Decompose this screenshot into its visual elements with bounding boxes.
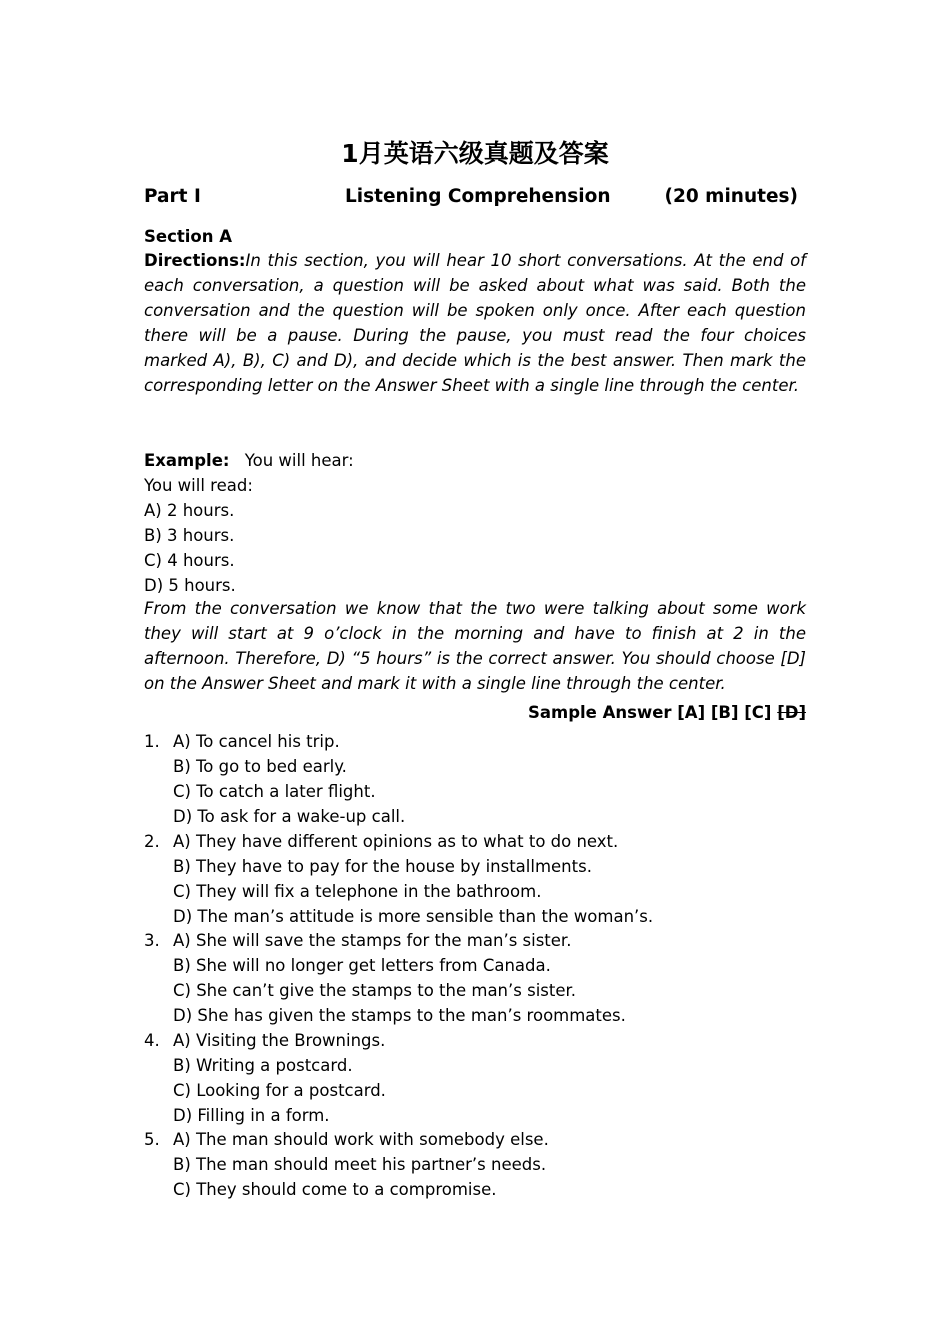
question-number: 5. xyxy=(144,1130,160,1149)
example-option: A) 2 hours. xyxy=(144,501,235,520)
question-number: 4. xyxy=(144,1031,160,1050)
question-number: 2. xyxy=(144,832,160,851)
question-option: B) The man should meet his partner’s needs. xyxy=(173,1155,547,1174)
question-option: C) Looking for a postcard. xyxy=(173,1081,386,1100)
document-title: 1月英语六级真题及答案 xyxy=(341,139,609,168)
sample-answer xyxy=(528,700,806,725)
question-option: C) She can’t give the stamps to the man’s sister. xyxy=(173,981,577,1000)
question-option: C) They will fix a telephone in the bathroom. xyxy=(173,882,542,901)
question-option: B) Writing a postcard. xyxy=(173,1056,353,1075)
question-option: D) The man’s attitude is more sensible than the woman’s. xyxy=(173,907,654,926)
part-heading xyxy=(144,186,806,212)
sample-answer-label: Sample Answer [A] [B] [C] xyxy=(528,703,772,722)
question-option: D) Filling in a form. xyxy=(173,1106,330,1125)
question-option: A) To cancel his trip. xyxy=(173,732,340,751)
example-hear: You will hear: xyxy=(244,451,354,470)
directions-text: In this section, you will hear 10 short conversations. At the end of each conversation, a question will be asked about what was said. Both the conversation and the question will be spoken only once. After each question there will be a pause. During the pause, you must read the four choices marked A), B), C) and D), and decide which is the best answer. Then mark the corresponding letter on the Answer Sheet with a single line through the center. xyxy=(144,251,806,395)
section-heading: Section A xyxy=(144,227,232,246)
part-label: Part I xyxy=(144,186,201,207)
part-time: (20 minutes) xyxy=(664,186,798,207)
question-option: A) The man should work with somebody else. xyxy=(173,1130,549,1149)
directions-paragraph xyxy=(144,249,806,398)
example-option: C) 4 hours. xyxy=(144,551,235,570)
question-option: C) To catch a later flight. xyxy=(173,782,376,801)
question-option: D) She has given the stamps to the man’s roommates. xyxy=(173,1006,626,1025)
question-option: A) She will save the stamps for the man’s sister. xyxy=(173,931,572,950)
question-option: B) She will no longer get letters from Canada. xyxy=(173,956,551,975)
question-number: 3. xyxy=(144,931,160,950)
example-option: D) 5 hours. xyxy=(144,576,236,595)
part-name: Listening Comprehension xyxy=(345,186,611,207)
question-option: B) To go to bed early. xyxy=(173,757,347,776)
example-option: B) 3 hours. xyxy=(144,526,235,545)
example-read: You will read: xyxy=(144,476,253,495)
question-option: D) To ask for a wake-up call. xyxy=(173,807,406,826)
question-option: C) They should come to a compromise. xyxy=(173,1180,497,1199)
example-explanation: From the conversation we know that the two were talking about some work they will start at 9 o’clock in the morning and have to finish at 2 in the afternoon. Therefore, D) “5 hours” is the correct answer. You should choose [D] on the Answer Sheet and mark it with a single line through the center. xyxy=(144,599,806,693)
directions-label: Directions: xyxy=(144,251,246,270)
question-number: 1. xyxy=(144,732,160,751)
question-option: A) They have different opinions as to what to do next. xyxy=(173,832,619,851)
example-line xyxy=(144,448,354,473)
sample-answer-marked: [D] xyxy=(777,703,806,722)
question-option: B) They have to pay for the house by installments. xyxy=(173,857,592,876)
question-option: A) Visiting the Brownings. xyxy=(173,1031,386,1050)
example-label: Example: xyxy=(144,451,230,470)
